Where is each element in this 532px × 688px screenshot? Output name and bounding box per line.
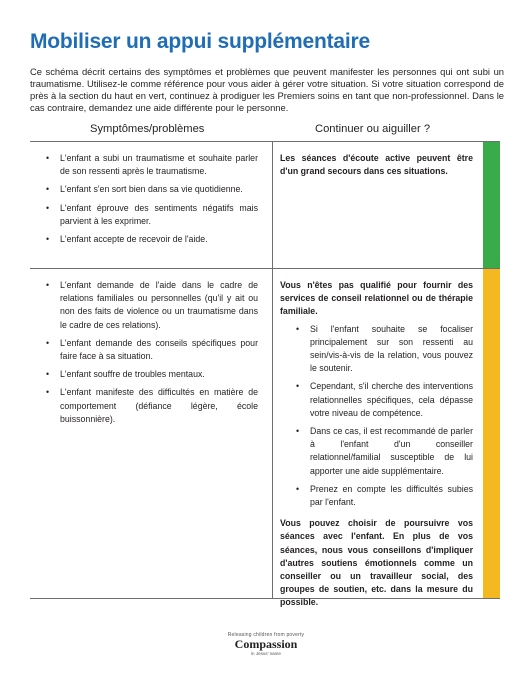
symptom-list [60, 279, 258, 431]
symptom-item: • L'enfant a subi un traumatisme et souhaite parler de son ressenti après le traumatisme. [60, 152, 258, 178]
action-cell [280, 279, 473, 610]
status-bar-green [483, 142, 500, 268]
action-point: • Dans ce cas, il est recommandé de parler à l'enfant d'un conseiller relationnel/familial susceptible de lui apporter une aide supplémentaire. [310, 425, 473, 478]
table-header [30, 119, 500, 142]
header-symptoms: Symptômes/problèmes [90, 123, 205, 135]
symptom-list [60, 152, 258, 251]
compassion-logo [226, 632, 306, 660]
page-title: Mobiliser un appui supplémentaire [30, 30, 370, 53]
logo-sub: in Jesus' name [251, 651, 281, 656]
header-action: Continuer ou aiguiller ? [315, 123, 431, 135]
symptom-item: • L'enfant manifeste des difficultés en matière de comportement (défiance légère, école buissonnière). [60, 386, 258, 426]
column-divider [272, 142, 273, 268]
symptom-item: • L'enfant accepte de recevoir de l'aide. [60, 233, 258, 246]
status-bar-yellow [483, 269, 500, 598]
action-closing: Vous pouvez choisir de poursuivre vos séances avec l'enfant. En plus de vos séances, nous vous conseillons d'impliquer d'autres soutiens émotionnels comme un conseiller ou un travailleur social, des groupes de soutien, etc. dans la mesure du possible. [280, 518, 473, 608]
symptom-item: • L'enfant demande des conseils spécifiques pour faire face à sa situation. [60, 337, 258, 363]
action-point: • Prenez en compte les difficultés subies par l'enfant. [310, 483, 473, 509]
action-lead: Les séances d'écoute active peuvent être d'un grand secours dans ces situations. [280, 153, 473, 177]
symptom-item: • L'enfant s'en sort bien dans sa vie quotidienne. [60, 183, 258, 196]
symptom-item: • L'enfant demande de l'aide dans le cadre de relations familiales ou personnelles (qu'il y ait ou non des faits de violence ou un traumatisme dans le cadre de ces relations). [60, 279, 258, 332]
action-points [280, 323, 473, 510]
action-cell [280, 152, 473, 178]
table-row-green [30, 142, 500, 269]
referral-table [30, 119, 500, 608]
action-point: • Si l'enfant souhaite se focaliser principalement sur son ressenti au sein/vis-à-vis de la relation, vous pouvez le soutenir. [310, 323, 473, 376]
symptom-item: • L'enfant éprouve des sentiments négatifs mais parvient à les exprimer. [60, 202, 258, 228]
intro-paragraph: Ce schéma décrit certains des symptômes et problèmes que peuvent manifester les personnes qui ont subi un traumatisme. Utilisez-le comme référence pour vous aider à gérer votre situation. Si votre situation correspond de près à la section du haut en vert, continuez à prodiguer les Premiers soins en tant que non-professionnel. Dans le cas contraire, demandez une aide différente pour le personne. [30, 66, 504, 113]
symptom-item: • L'enfant souffre de troubles mentaux. [60, 368, 258, 381]
action-point: • Cependant, s'il cherche des interventions relationnelles spécifiques, cela dépasse votre niveau de compétence. [310, 380, 473, 420]
logo-tagline: Releasing children from poverty [227, 632, 305, 638]
table-row-yellow [30, 269, 500, 608]
action-lead: Vous n'êtes pas qualifié pour fournir des services de conseil relationnel ou de thérapie familiale. [280, 280, 473, 317]
logo-name: Compassion [234, 637, 298, 651]
column-divider [272, 269, 273, 598]
